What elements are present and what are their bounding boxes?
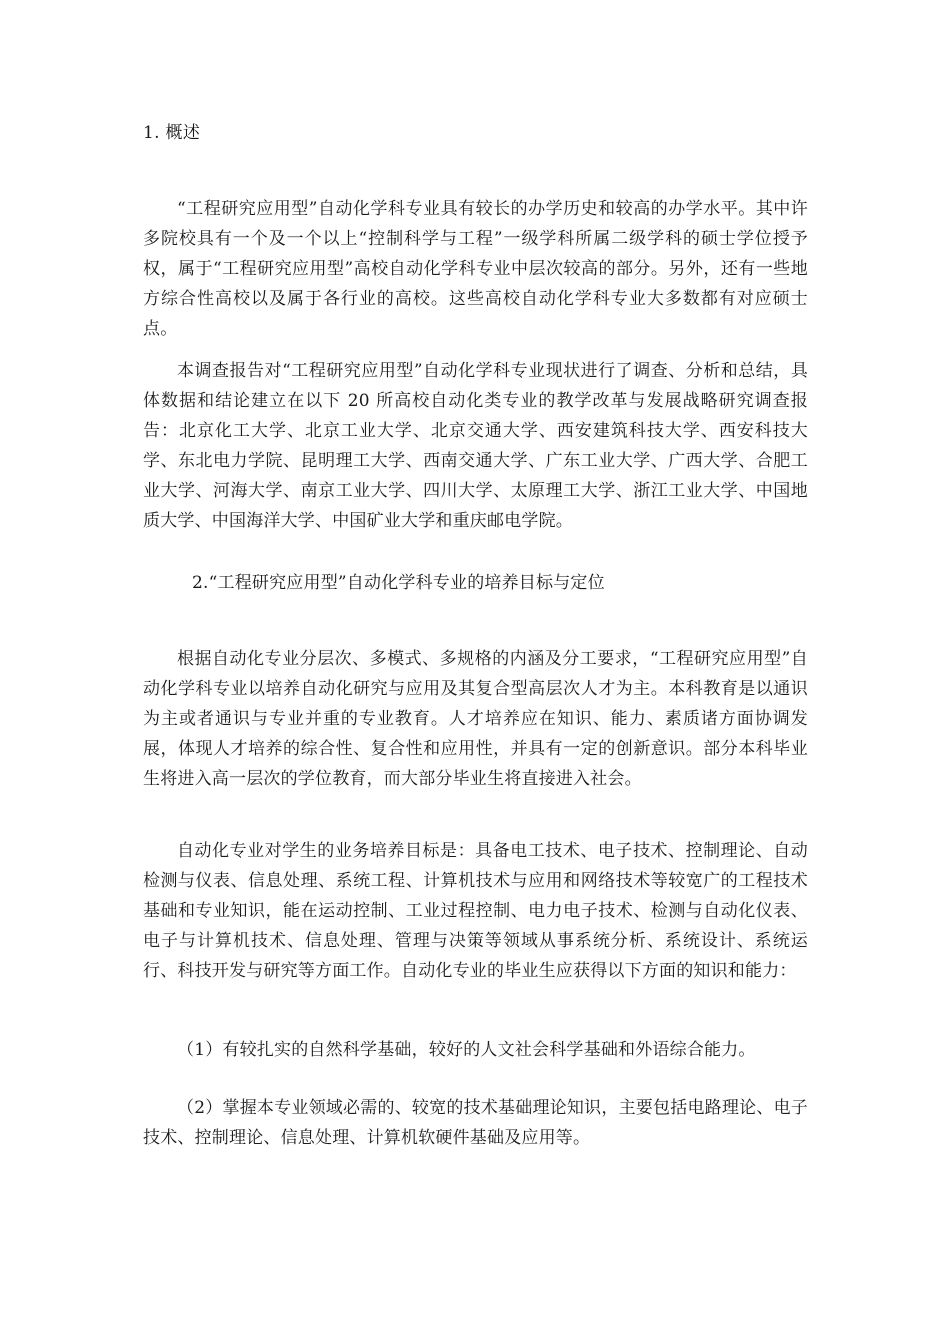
section-1-heading: 1. 概述 (143, 123, 201, 143)
section-2-heading: 2.“工程研究应用型”自动化学科专业的培养目标与定位 (192, 573, 605, 593)
section-1-paragraph-1: “工程研究应用型”自动化学科专业具有较长的办学历史和较高的办学水平。其中许多院校具有一个及一个以上“控制科学与工程”一级学科所属二级学科的硕士学位授予权，属于“工程研究应用型”高校自动化学科专业中层次较高的部分。另外，还有一些地方综合性高校以及属于各行业的高校。这些高校自动化学科专业大多数都有对应硕士点。 (143, 199, 808, 339)
section-2-paragraph-2: 自动化专业对学生的业务培养目标是：具备电工技术、电子技术、控制理论、自动检测与仪表、信息处理、系统工程、计算机技术与应用和网络技术等较宽广的工程技术基础和专业知识，能在运动控制、工业过程控制、电力电子技术、检测与自动化仪表、电子与计算机技术、信息处理、管理与决策等领域从事系统分析、系统设计、系统运行、科技开发与研究等方面工作。自动化专业的毕业生应获得以下方面的知识和能力： (143, 841, 808, 981)
section-1-paragraph-2: 本调查报告对“工程研究应用型”自动化学科专业现状进行了调查、分析和总结，具体数据和结论建立在以下 20 所高校自动化类专业的教学改革与发展战略研究调查报告：北京化工大学、北京工业大学、北京交通大学、西安建筑科技大学、西安科技大学、东北电力学院、昆明理工大学、西南交通大学、广东工业大学、广西大学、合肥工业大学、河海大学、南京工业大学、四川大学、太原理工大学、浙江工业大学、中国地质大学、中国海洋大学、中国矿业大学和重庆邮电学院。 (143, 361, 808, 531)
requirement-item-1: （1）有较扎实的自然科学基础，较好的人文社会科学基础和外语综合能力。 (177, 1040, 756, 1060)
requirement-item-2: （2）掌握本专业领域必需的、较宽的技术基础理论知识，主要包括电路理论、电子技术、控制理论、信息处理、计算机软硬件基础及应用等。 (143, 1098, 808, 1148)
section-2-paragraph-1: 根据自动化专业分层次、多模式、多规格的内涵及分工要求，“工程研究应用型”自动化学科专业以培养自动化研究与应用及其复合型高层次人才为主。本科教育是以通识为主或者通识与专业并重的专业教育。人才培养应在知识、能力、素质诸方面协调发展，体现人才培养的综合性、复合性和应用性，并具有一定的创新意识。部分本科毕业生将进入高一层次的学位教育，而大部分毕业生将直接进入社会。 (143, 649, 808, 789)
